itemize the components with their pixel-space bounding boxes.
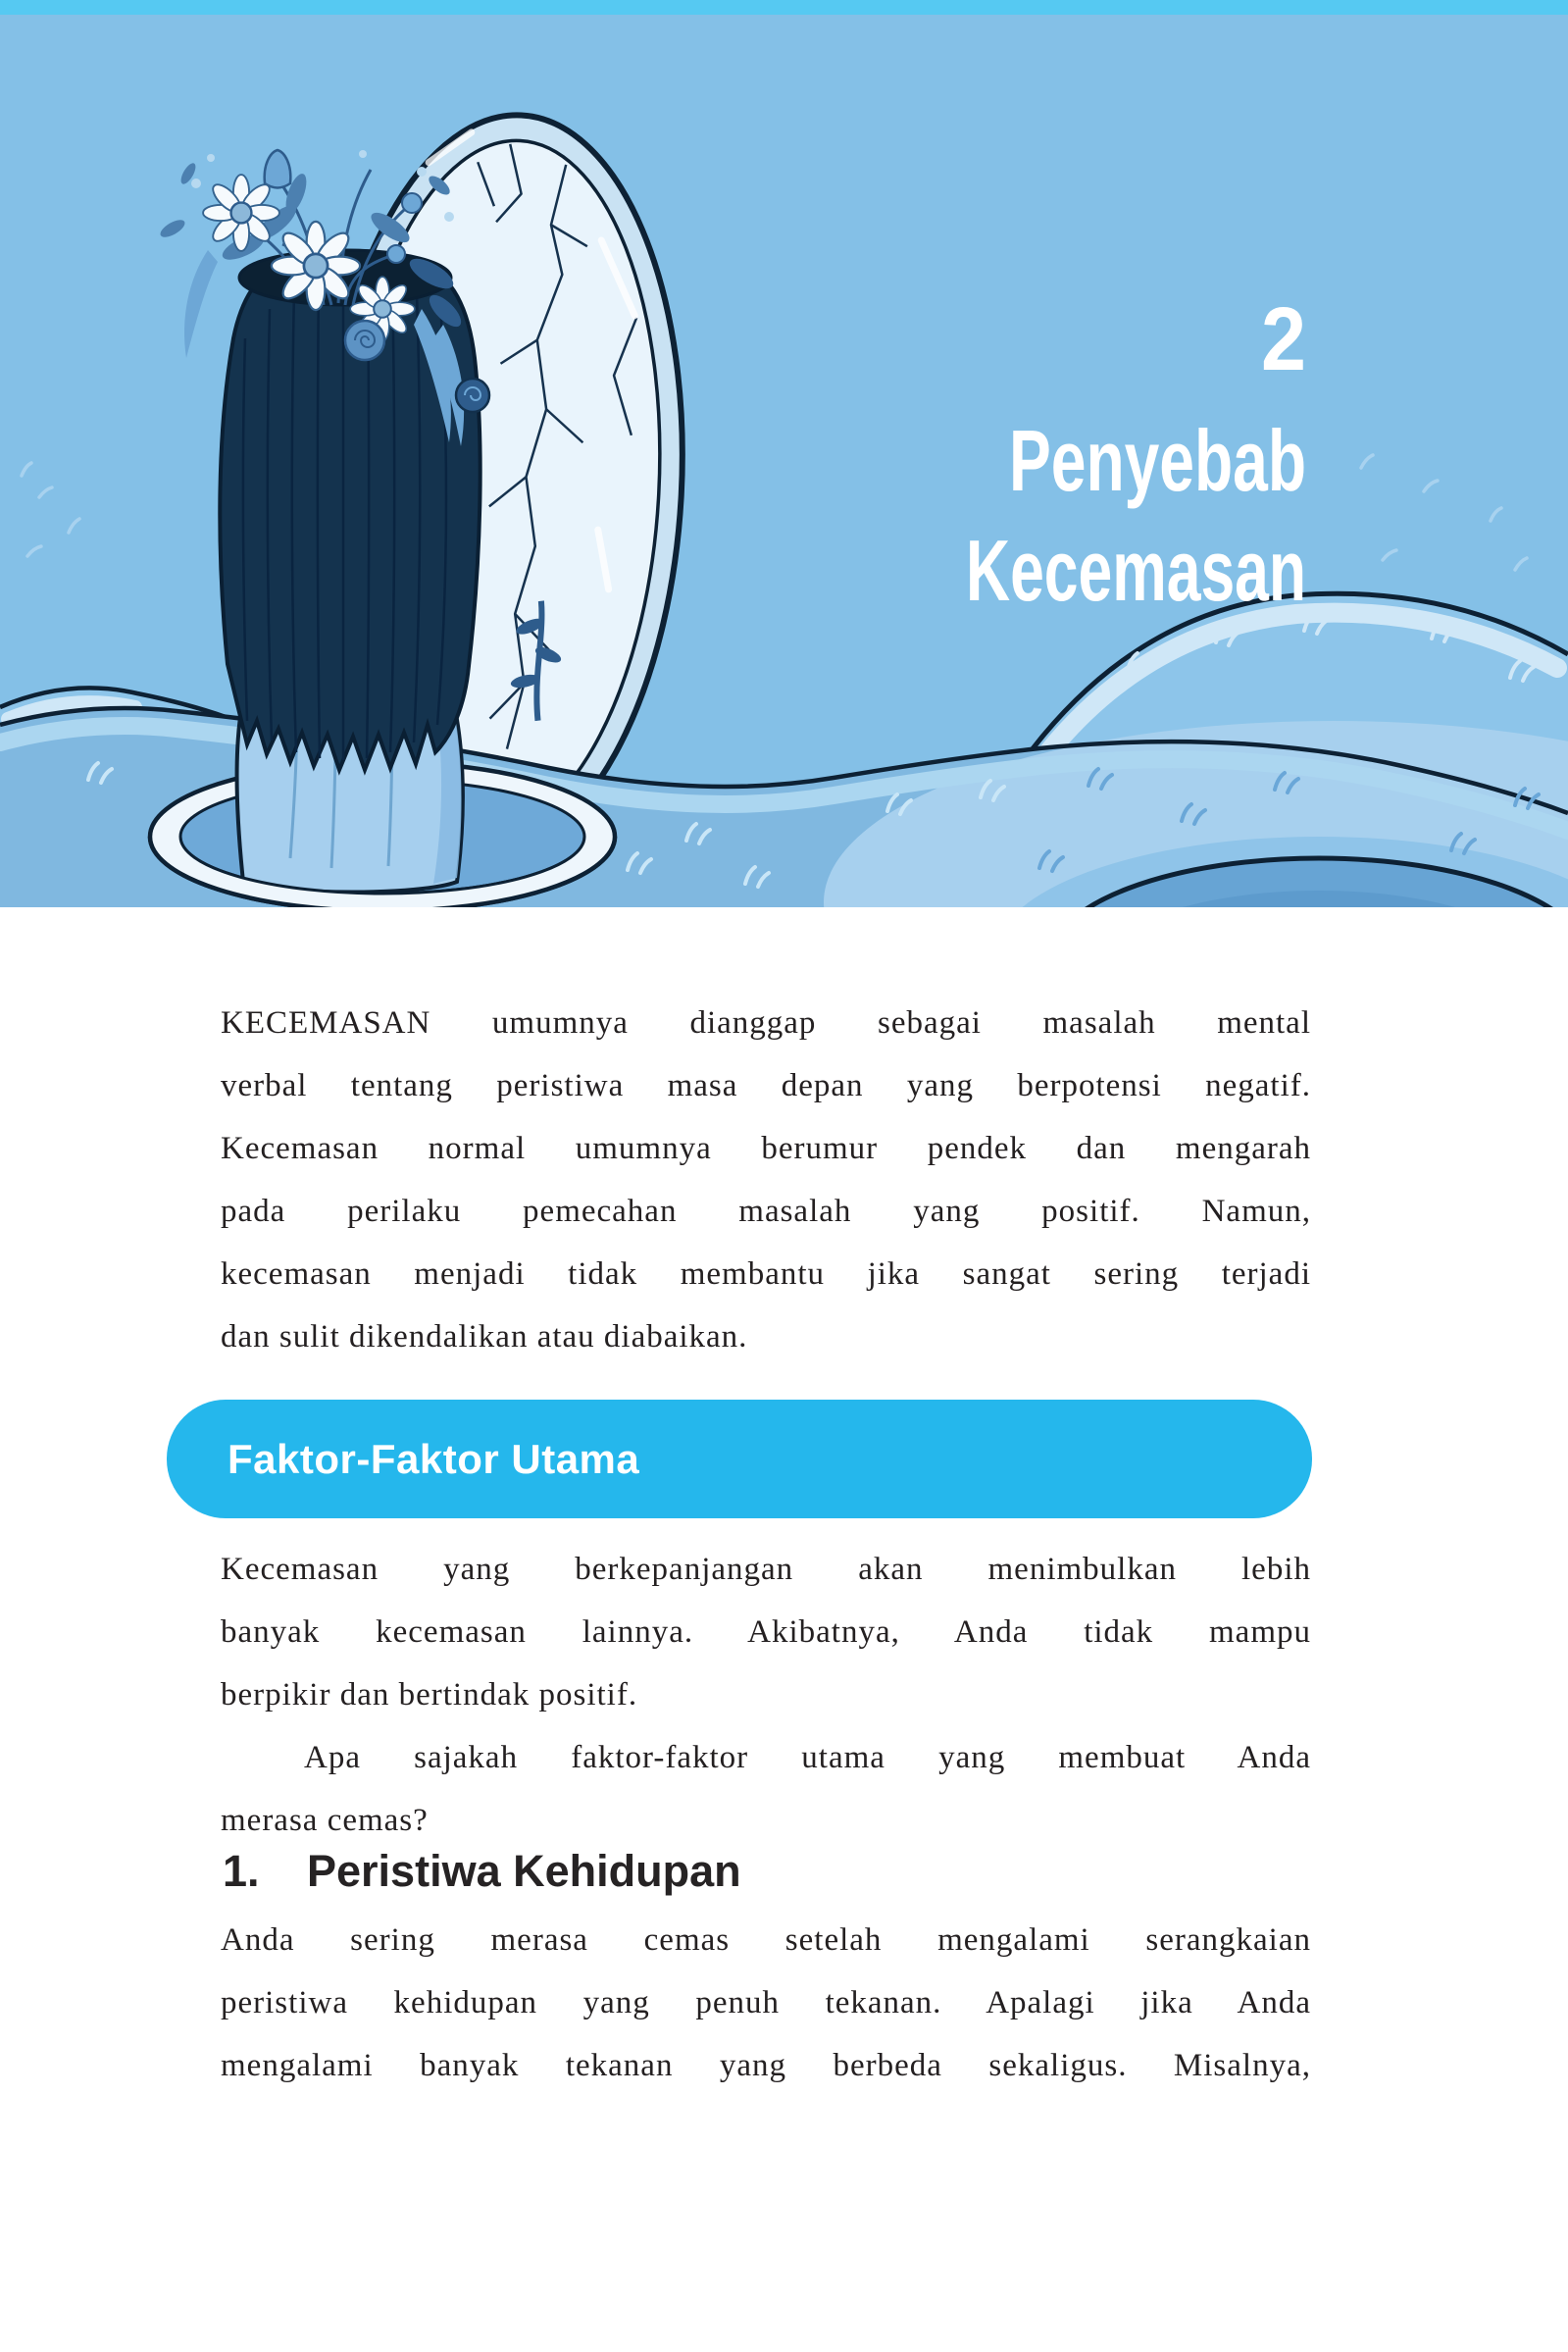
section-header-faktor-faktor-utama [167, 1400, 1312, 1518]
chapter-title-line1: Penyebab [1009, 412, 1306, 509]
heading-label: Peristiwa Kehidupan [307, 1846, 741, 1896]
dark-rose [456, 379, 489, 412]
chapter-title-line2: Kecemasan [966, 522, 1306, 619]
chapter-number: 2 [1261, 289, 1306, 389]
text-line: merasa cemas? [221, 1803, 429, 1838]
life-events-paragraph [221, 1909, 1311, 2097]
question-paragraph [221, 1726, 1311, 1852]
text-line: Apa sajakah faktor-faktor utama yang membuat Anda [304, 1740, 1311, 1775]
text-line: kecemasan menjadi tidak membantu jika sangat sering terjadi [221, 1256, 1311, 1292]
intro-paragraph [221, 992, 1311, 1368]
text-line: berpikir dan bertindak positif. [221, 1677, 638, 1713]
hero-illustration [0, 15, 1568, 907]
section-paragraph [221, 1538, 1311, 1726]
text-line: pada perilaku pemecahan masalah yang positif. Namun, [221, 1194, 1311, 1229]
numbered-heading-peristiwa-kehidupan [223, 1847, 1313, 1898]
text-line: peristiwa kehidupan yang penuh tekanan. Apalagi jika Anda [221, 1985, 1311, 2020]
text-line: Kecemasan normal umumnya berumur pendek dan mengarah [221, 1131, 1311, 1166]
top-accent-strip [0, 0, 1568, 15]
chapter-hero [0, 15, 1568, 907]
text-line: dan sulit dikendalikan atau diabaikan. [221, 1319, 748, 1355]
text-line: KECEMASAN umumnya dianggap sebagai masalah mental [221, 1005, 1311, 1041]
text-line: Kecemasan yang berkepanjangan akan menimbulkan lebih [221, 1552, 1311, 1587]
text-line: Anda sering merasa cemas setelah mengalami serangkaian [221, 1922, 1311, 1958]
rose [345, 321, 384, 360]
heading-number: 1. [223, 1846, 260, 1896]
section-header-label: Faktor-Faktor Utama [228, 1435, 640, 1482]
text-line: banyak kecemasan lainnya. Akibatnya, Anda tidak mampu [221, 1614, 1311, 1650]
text-line: mengalami banyak tekanan yang berbeda sekaligus. Misalnya, [221, 2048, 1311, 2083]
text-line: verbal tentang peristiwa masa depan yang berpotensi negatif. [221, 1068, 1311, 1103]
